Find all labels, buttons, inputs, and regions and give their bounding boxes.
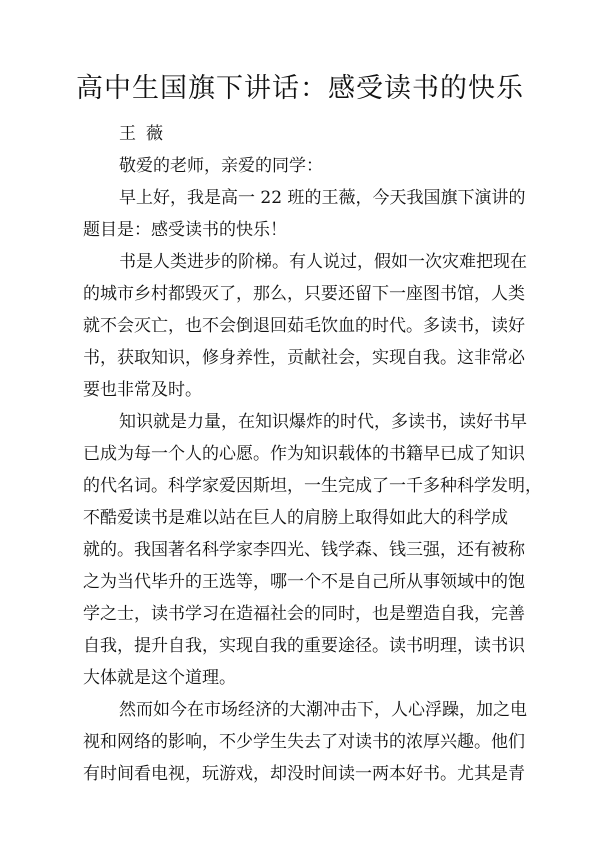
paragraph-line: 视和网络的影响，不少学生失去了对读书的浓厚兴趣。他们 [83, 732, 525, 752]
document-body [83, 118, 542, 790]
paragraph-line: 学之士，读书学习在造福社会的同时，也是塑造自我，完善 [83, 604, 525, 624]
paragraph-line: 已成为每一个人的心愿。作为知识载体的书籍早已成了知识 [83, 444, 525, 464]
paragraph-line: 就不会灭亡，也不会倒退回茹毛饮血的时代。多读书，读好 [83, 316, 525, 336]
paragraph-line: 的代名词。科学家爱因斯坦，一生完成了一千多种科学发明， [83, 476, 542, 496]
paragraph-line: 不酷爱读书是难以站在巨人的肩膀上取得如此大的科学成 [83, 508, 508, 528]
greeting-line: 敬爱的老师，亲爱的同学： [119, 156, 323, 176]
paragraph-line: 书，获取知识，修身养性，贡献社会，实现自我。这非常必 [83, 348, 525, 368]
paragraph-line: 有时间看电视，玩游戏，却没时间读一两本好书。尤其是青 [83, 764, 525, 784]
paragraph-line: 的城市乡村都毁灭了，那么，只要还留下一座图书馆，人类 [83, 284, 525, 304]
paragraph-line: 然而如今在市场经济的大潮冲击下，人心浮躁，加之电 [119, 700, 527, 720]
paragraph-line: 大体就是这个道理。 [83, 668, 236, 688]
paragraph-line: 书是人类进步的阶梯。有人说过，假如一次灾难把现在 [119, 252, 527, 272]
document-title: 高中生国旗下讲话：感受读书的快乐 [76, 73, 524, 104]
paragraph-line: 要也非常及时。 [83, 380, 202, 400]
paragraph-line: 早上好，我是高一 22 班的王薇，今天我国旗下演讲的 [119, 188, 526, 208]
paragraph-line: 自我，提升自我，实现自我的重要途径。读书明理，读书识 [83, 636, 525, 656]
paragraph-line: 就的。我国著名科学家李四光、钱学森、钱三强，还有被称 [83, 540, 525, 560]
author-name: 王薇 [119, 124, 173, 144]
paragraph-line: 知识就是力量，在知识爆炸的时代，多读书，读好书早 [119, 412, 527, 432]
paragraph-line: 题目是：感受读书的快乐！ [83, 220, 287, 240]
paragraph-line: 之为当代毕升的王选等，哪一个不是自己所从事领域中的饱 [83, 572, 525, 592]
